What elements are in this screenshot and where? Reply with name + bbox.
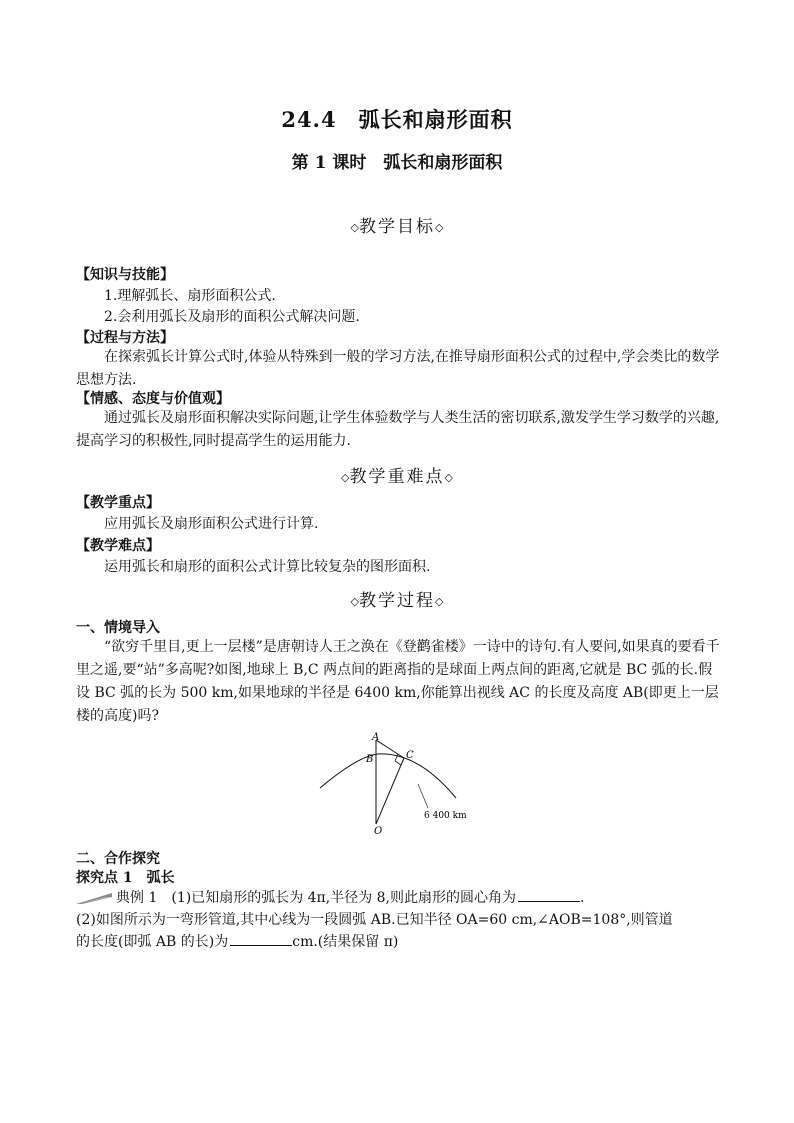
section-heading-keypoints [0, 462, 794, 487]
diamond-icon: ◇ [341, 471, 350, 484]
example-flag-icon [76, 891, 114, 905]
example-q2-text: 的长度(即弧 AB 的长)为 [76, 934, 229, 950]
diamond-icon: ◇ [435, 221, 444, 234]
diamond-icon: ◇ [350, 595, 359, 608]
example-q1-text: (1)已知扇形的弧长为 4π,半径为 8,则此扇形的圆心角为 [171, 890, 517, 906]
difficult-point-text: 运用弧长和扇形的面积公式计算比较复杂的图形面积. [104, 559, 431, 575]
diamond-icon: ◇ [444, 471, 453, 484]
radius-label: 6 400 km [424, 811, 467, 821]
example-q2-unit: cm.(结果保留 π) [292, 934, 399, 950]
process-method-text: 在探索弧长计算公式时,体验从特殊到一般的学习方法,在推导扇形面积公式的过程中,学会类比的数学思想方法. [76, 349, 720, 388]
label-c: C [406, 750, 414, 761]
part1-text: “欲穷千里目,更上一层楼”是唐朝诗人王之涣在《登鹳雀楼》一诗中的诗句.有人要问,如果真的要看千里之遥,要“站”多高呢?如图,地球上 B,C 两点间的距离指的是球面上两点间的距离,它就是 BC 弧的长.假设 BC 弧的长为 500 km,如果地球的半径是 6400 km,你能算出视线 AC 的长度及高度 AB(即更上一层楼的高度)吗? [76, 639, 720, 724]
part1-title: 一、情境导入 [76, 620, 160, 636]
example-question-1 [76, 887, 584, 909]
process-method-label: 【过程与方法】 [76, 330, 174, 346]
example-label: 典例 1 [116, 890, 158, 906]
label-o: O [374, 826, 383, 837]
example-question-2-line2 [76, 931, 398, 953]
key-point-label: 【教学重点】 [76, 495, 160, 511]
label-a: A [372, 732, 380, 743]
key-point-text: 应用弧长及扇形面积公式进行计算. [104, 516, 319, 532]
answer-blank-2[interactable] [230, 931, 292, 946]
knowledge-label: 【知识与技能】 [76, 267, 174, 283]
answer-blank-1[interactable] [518, 887, 580, 902]
diamond-icon: ◇ [350, 221, 359, 234]
part2-title: 二、合作探究 [76, 851, 160, 867]
explore-point-title: 探究点 1 弧长 [76, 870, 175, 886]
section-heading-text: 教学重难点 [349, 467, 445, 487]
section-heading-text: 教学过程 [359, 591, 435, 611]
knowledge-item: 2.会利用弧长及扇形的面积公式解决问题. [104, 309, 360, 325]
earth-arc [320, 754, 456, 798]
diamond-icon: ◇ [435, 595, 444, 608]
section-heading-text: 教学目标 [359, 217, 435, 237]
example-q1-end: . [580, 890, 585, 906]
knowledge-item: 1.理解弧长、扇形面积公式. [104, 288, 276, 304]
label-b: B [366, 754, 374, 765]
lesson-subtitle: 第 1 课时 弧长和扇形面积 [291, 153, 503, 173]
emotion-text: 通过弧长及扇形面积解决实际问题,让学生体验数学与人类生活的密切联系,激发学生学习数学的兴趣,提高学习的积极性,同时提高学生的运用能力. [76, 410, 720, 449]
section-heading-process [0, 586, 794, 611]
emotion-label: 【情感、态度与价值观】 [76, 391, 230, 407]
earth-arc-figure [318, 728, 478, 838]
radius-leader [418, 784, 428, 808]
example-question-2-line1: (2)如图所示为一弯形管道,其中心线为一段圆弧 AB.已知半径 OA=60 cm,∠AOB=108°,则管道 [76, 912, 673, 928]
radius-oc [376, 758, 404, 824]
page-title: 24.4 弧长和扇形面积 [281, 107, 513, 132]
section-heading-objectives [0, 212, 794, 237]
sight-line-ac [376, 740, 404, 758]
difficult-point-label: 【教学难点】 [76, 538, 160, 554]
